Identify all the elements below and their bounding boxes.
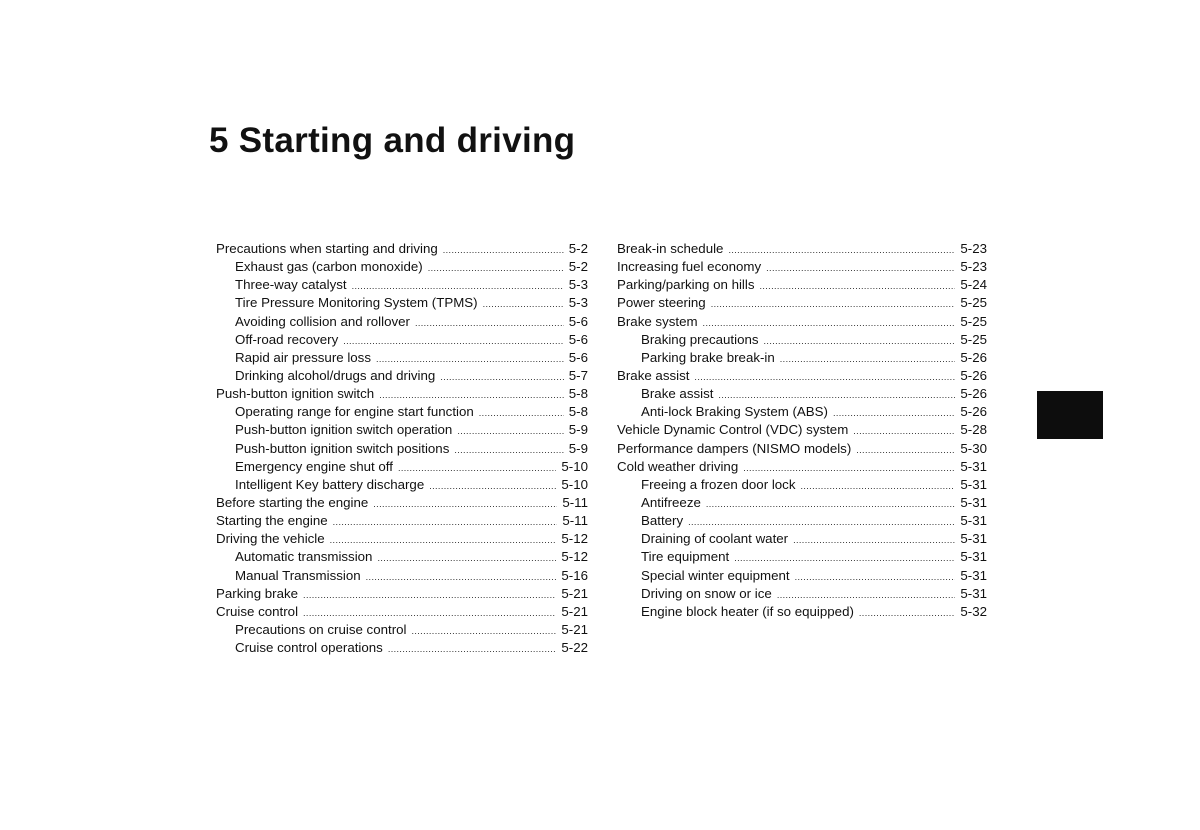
toc-entry-label: Antifreeze [641,494,701,510]
toc-dot-leader [479,404,564,421]
toc-entry[interactable] [617,585,987,603]
toc-dot-leader [706,495,956,512]
toc-entry[interactable] [617,603,987,621]
toc-dot-leader [303,604,556,621]
toc-entry-page: 5-25 [960,313,987,329]
toc-entry-label: Cold weather driving [617,458,739,474]
toc-entry-page: 5-31 [960,585,987,601]
toc-entry[interactable] [216,440,588,458]
toc-entry-label: Battery [641,513,684,529]
toc-entry-label: Starting the engine [216,513,328,529]
toc-entry-page: 5-6 [568,349,588,365]
toc-entry[interactable] [216,276,588,294]
toc-dot-leader [330,531,557,548]
toc-entry[interactable] [216,349,588,367]
toc-entry[interactable] [216,258,588,276]
toc-entry[interactable] [617,567,987,585]
toc-entry-label: Driving on snow or ice [641,585,772,601]
toc-dot-leader [780,350,956,367]
toc-entry-label: Braking precautions [641,331,759,347]
toc-entry-page: 5-6 [568,331,588,347]
toc-entry-label: Rapid air pressure loss [235,349,371,365]
toc-dot-leader [440,368,563,385]
toc-entry-page: 5-31 [960,567,987,583]
toc-entry-page: 5-25 [960,331,987,347]
toc-entry-label: Avoiding collision and rollover [235,313,410,329]
toc-entry-label: Parking brake break-in [641,349,775,365]
toc-entry-label: Performance dampers (NISMO models) [617,440,852,456]
toc-dot-leader [443,241,564,258]
toc-entry[interactable] [617,367,987,385]
toc-entry[interactable] [216,421,588,439]
toc-entry-page: 5-23 [960,259,987,275]
toc-entry-page: 5-25 [960,295,987,311]
toc-dot-leader [352,277,564,294]
toc-entry-page: 5-10 [561,458,588,474]
toc-entry-label: Anti-lock Braking System (ABS) [641,404,828,420]
toc-entry[interactable] [216,240,588,258]
toc-dot-leader [415,314,564,331]
toc-dot-leader [429,477,556,494]
toc-dot-leader [483,295,564,312]
toc-dot-leader [856,441,955,458]
toc-entry[interactable] [617,458,987,476]
toc-entry-page: 5-11 [562,494,588,510]
toc-entry[interactable] [617,421,987,439]
toc-entry-page: 5-3 [568,277,588,293]
toc-entry-page: 5-8 [568,386,588,402]
toc-entry-label: Break-in schedule [617,241,724,256]
toc-entry-page: 5-31 [960,494,987,510]
toc-entry-page: 5-16 [561,567,588,583]
toc-entry-label: Automatic transmission [235,549,373,565]
toc-right-column [617,240,987,621]
toc-entry-page: 5-32 [960,603,987,619]
toc-dot-leader [833,404,955,421]
toc-entry-label: Three-way catalyst [235,277,347,293]
toc-entry-label: Manual Transmission [235,567,361,583]
toc-dot-leader [795,568,956,585]
toc-entry-label: Precautions when starting and driving [216,241,438,256]
toc-entry-page: 5-23 [960,241,987,256]
toc-entry-page: 5-21 [561,603,588,619]
toc-entry-label: Increasing fuel economy [617,259,762,275]
toc-entry-page: 5-11 [562,513,588,529]
toc-entry[interactable] [216,548,588,566]
toc-entry-label: Tire Pressure Monitoring System (TPMS) [235,295,478,311]
toc-entry-label: Brake system [617,313,698,329]
toc-dot-leader [379,386,564,403]
toc-entry[interactable] [617,440,987,458]
toc-dot-leader [759,277,955,294]
toc-entry[interactable] [216,494,588,512]
toc-entry-label: Engine block heater (if so equipped) [641,603,854,619]
toc-entry[interactable] [216,585,588,603]
toc-dot-leader [376,350,564,367]
toc-entry-page: 5-6 [568,313,588,329]
toc-dot-leader [777,586,956,603]
toc-entry-label: Vehicle Dynamic Control (VDC) system [617,422,849,438]
toc-dot-leader [388,640,557,657]
toc-entry[interactable] [216,385,588,403]
toc-entry-page: 5-12 [561,531,588,547]
toc-entry-label: Precautions on cruise control [235,621,407,637]
toc-entry-page: 5-26 [960,349,987,365]
toc-dot-leader [764,332,956,349]
toc-dot-leader [853,422,955,439]
toc-dot-leader [411,622,556,639]
toc-dot-leader [793,531,955,548]
toc-entry[interactable] [617,403,987,421]
toc-entry-page: 5-22 [561,640,588,656]
toc-entry[interactable] [617,349,987,367]
toc-dot-leader [734,549,955,566]
toc-entry-label: Emergency engine shut off [235,458,393,474]
toc-entry-page: 5-26 [960,367,987,383]
toc-entry-page: 5-28 [960,422,987,438]
toc-entry[interactable] [216,458,588,476]
toc-entry[interactable] [617,258,987,276]
toc-entry-label: Intelligent Key battery discharge [235,476,425,492]
toc-entry[interactable] [617,476,987,494]
toc-entry-page: 5-12 [561,549,588,565]
toc-entry[interactable] [216,367,588,385]
toc-entry-label: Push-button ignition switch positions [235,440,450,456]
toc-entry[interactable] [216,313,588,331]
toc-entry-label: Brake assist [617,367,690,383]
toc-entry-page: 5-9 [568,440,588,456]
chapter-title: 5 Starting and driving [209,121,576,160]
toc-entry-label: Cruise control operations [235,640,383,656]
toc-entry-page: 5-31 [960,458,987,474]
toc-entry[interactable] [216,603,588,621]
toc-entry[interactable] [216,621,588,639]
toc-entry-label: Push-button ignition switch [216,386,375,402]
toc-entry[interactable] [617,548,987,566]
toc-dot-leader [366,568,557,585]
toc-entry-label: Power steering [617,295,706,311]
toc-entry[interactable] [216,639,588,657]
toc-entry-label: Freeing a frozen door lock [641,476,796,492]
chapter-tab-marker [1037,391,1103,439]
toc-entry-label: Driving the vehicle [216,531,325,547]
toc-dot-leader [694,368,955,385]
toc-entry-page: 5-31 [960,476,987,492]
toc-entry[interactable] [617,385,987,403]
toc-entry-page: 5-7 [568,367,588,383]
toc-entry-page: 5-26 [960,386,987,402]
toc-dot-leader [377,549,556,566]
toc-dot-leader [303,586,556,603]
toc-dot-leader [428,259,564,276]
toc-entry[interactable] [617,512,987,530]
toc-entry[interactable] [216,567,588,585]
toc-entry-label: Special winter equipment [641,567,790,583]
toc-entry-page: 5-3 [568,295,588,311]
toc-entry[interactable] [216,331,588,349]
toc-entry-label: Tire equipment [641,549,730,565]
toc-entry-label: Drinking alcohol/drugs and driving [235,367,436,383]
toc-entry-page: 5-2 [568,259,588,275]
toc-entry-page: 5-9 [568,422,588,438]
toc-entry[interactable] [216,476,588,494]
toc-dot-leader [800,477,955,494]
toc-entry-page: 5-30 [960,440,987,456]
toc-left-column [216,240,588,657]
toc-entry[interactable] [216,512,588,530]
toc-entry-label: Parking/parking on hills [617,277,755,293]
toc-dot-leader [743,459,955,476]
toc-entry[interactable] [617,240,987,258]
toc-dot-leader [373,495,557,512]
toc-dot-leader [333,513,558,530]
toc-entry[interactable] [617,494,987,512]
toc-entry-page: 5-26 [960,404,987,420]
toc-entry-label: Operating range for engine start function [235,404,474,420]
toc-entry-label: Before starting the engine [216,494,369,510]
toc-entry-label: Brake assist [641,386,714,402]
toc-entry[interactable] [617,331,987,349]
toc-entry-page: 5-21 [561,585,588,601]
toc-entry-label: Draining of coolant water [641,531,789,547]
toc-entry[interactable] [617,313,987,331]
toc-entry[interactable] [617,294,987,312]
toc-entry-label: Off-road recovery [235,331,339,347]
toc-dot-leader [688,513,955,530]
toc-entry-page: 5-10 [561,476,588,492]
toc-entry[interactable] [216,530,588,548]
toc-entry-page: 5-2 [568,241,588,256]
toc-dot-leader [718,386,955,403]
toc-entry-page: 5-31 [960,531,987,547]
toc-dot-leader [703,314,956,331]
toc-dot-leader [728,241,955,258]
toc-entry-page: 5-31 [960,549,987,565]
toc-entry-label: Parking brake [216,585,299,601]
toc-entry-label: Push-button ignition switch operation [235,422,453,438]
toc-dot-leader [711,295,956,312]
toc-dot-leader [457,422,563,439]
toc-entry[interactable] [216,294,588,312]
toc-entry-label: Cruise control [216,603,299,619]
toc-entry[interactable] [216,403,588,421]
toc-entry[interactable] [617,276,987,294]
toc-dot-leader [343,332,564,349]
toc-entry-page: 5-8 [568,404,588,420]
toc-dot-leader [454,441,563,458]
toc-dot-leader [398,459,556,476]
toc-entry[interactable] [617,530,987,548]
toc-entry-label: Exhaust gas (carbon monoxide) [235,259,423,275]
toc-dot-leader [859,604,955,621]
toc-dot-leader [766,259,955,276]
toc-entry-page: 5-21 [561,621,588,637]
toc-entry-page: 5-24 [960,277,987,293]
toc-entry-page: 5-31 [960,513,987,529]
